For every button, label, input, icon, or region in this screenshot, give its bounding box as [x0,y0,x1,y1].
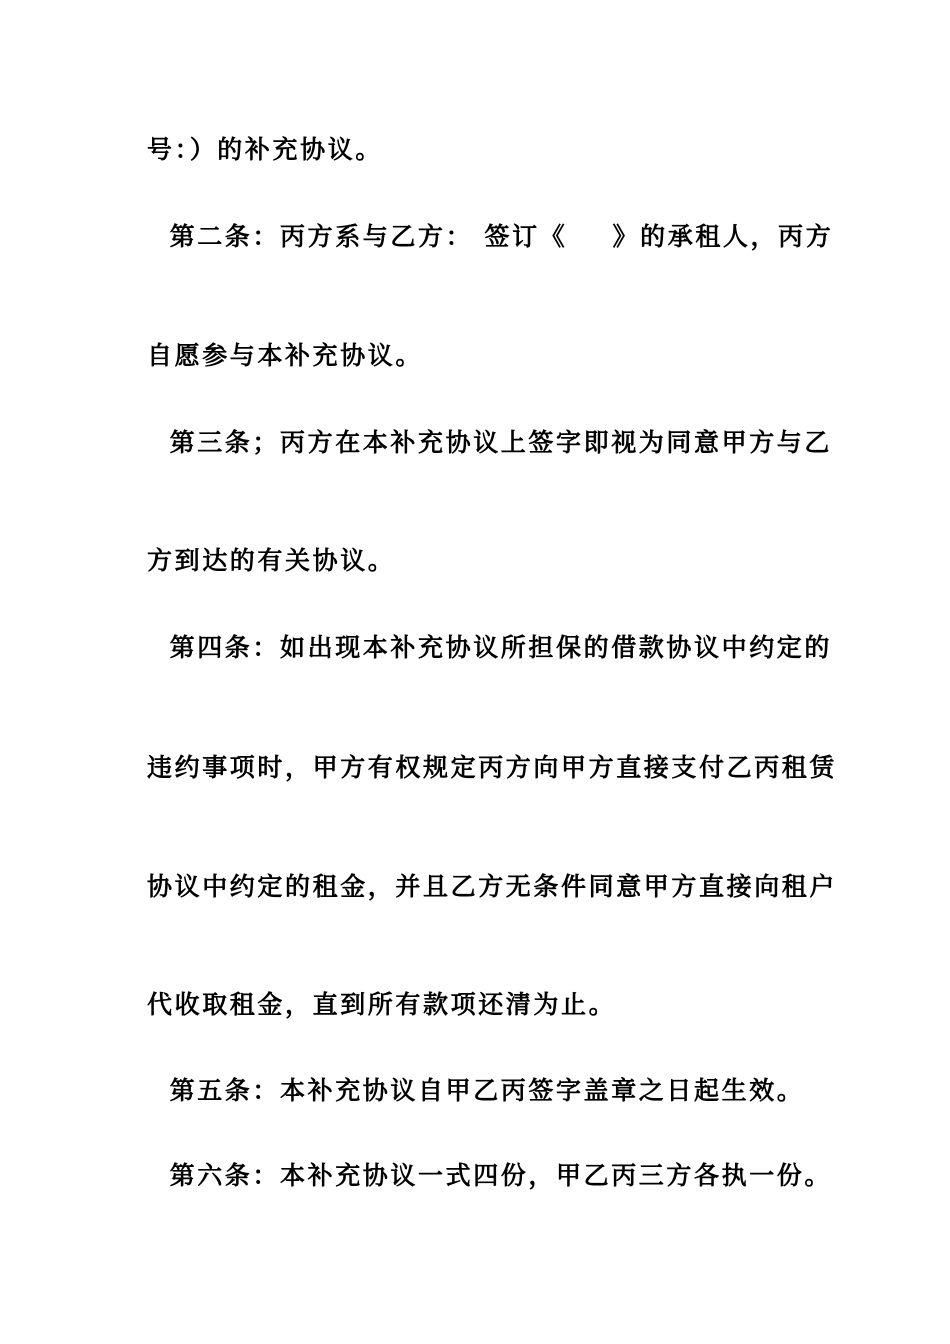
text-line: 第四条：如出现本补充协议所担保的借款协议中约定的 [147,633,833,662]
text-line: 协议中约定的租金，并且乙方无条件同意甲方直接向租户 [147,872,838,901]
text-line: 自愿参与本补充协议。 [147,341,424,370]
text-line: 方到达的有关协议。 [147,546,396,575]
text-line: 代收取租金，直到所有款项还清为止。 [147,990,617,1019]
text-line: 号：）的补充协议。 [147,135,383,164]
text-line: 第五条：本补充协议自甲乙丙签字盖章之日起生效。 [147,1076,805,1105]
text-line: 第二条：丙方系与乙方： 签订《 》的承租人，丙方 [147,222,834,251]
text-line: 第三条；丙方在本补充协议上签字即视为同意甲方与乙 [147,428,833,457]
text-line: 违约事项时，甲方有权规定丙方向甲方直接支付乙丙租赁 [147,753,838,782]
text-line: 第六条：本补充协议一式四份，甲乙丙三方各执一份。 [147,1161,833,1190]
